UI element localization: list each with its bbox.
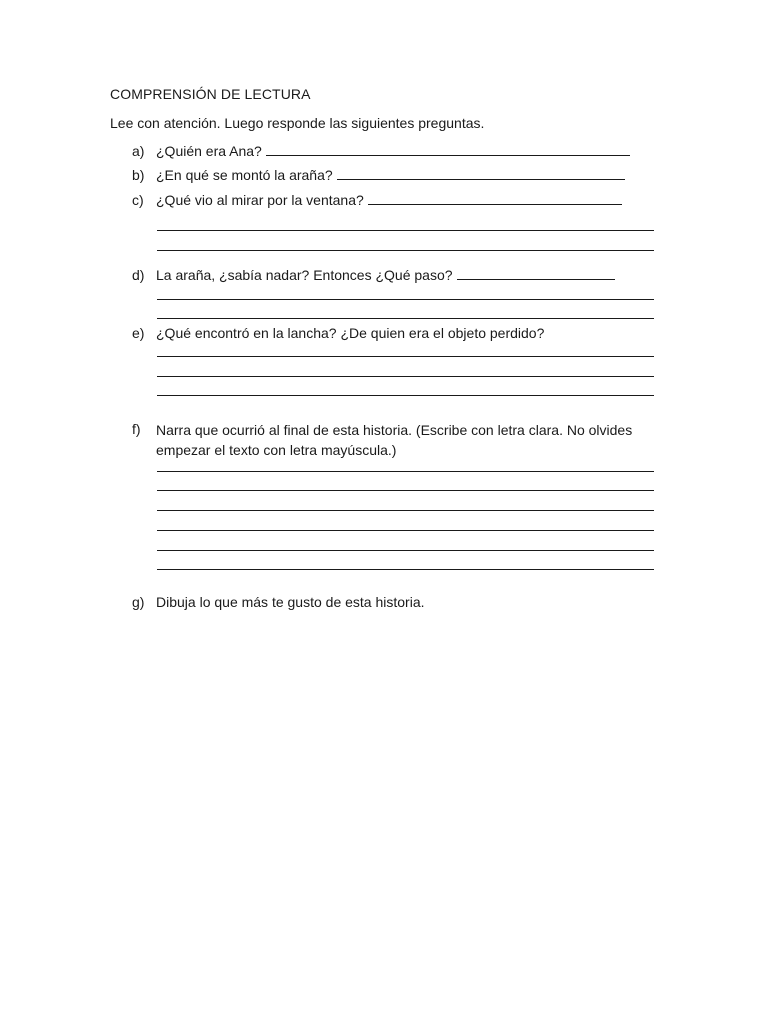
answer-line-f-5[interactable] (157, 550, 654, 551)
answer-line-f-4[interactable] (157, 530, 654, 531)
answer-line-e-3[interactable] (157, 395, 654, 396)
question-d (156, 267, 615, 283)
question-c-text: ¿Qué vio al mirar por la ventana? (156, 192, 364, 208)
question-d-text: La araña, ¿sabía nadar? Entonces ¿Qué paso? (156, 267, 453, 283)
answer-line-b[interactable] (337, 167, 625, 180)
question-a-text: ¿Quién era Ana? (156, 143, 262, 159)
answer-line-d-2[interactable] (157, 299, 654, 300)
worksheet-title: COMPRENSIÓN DE LECTURA (110, 86, 311, 102)
question-e-letter: e) (132, 325, 145, 341)
answer-line-d-3[interactable] (157, 318, 654, 319)
answer-line-f-3[interactable] (157, 510, 654, 511)
question-g-letter: g) (132, 594, 145, 610)
answer-line-c[interactable] (368, 192, 622, 205)
question-c (156, 192, 622, 208)
question-a-letter: a) (132, 143, 145, 159)
answer-line-c-3[interactable] (157, 250, 654, 251)
answer-line-f-2[interactable] (157, 490, 654, 491)
question-b (156, 167, 625, 183)
question-f-text: Narra que ocurrió al final de esta historia. (Escribe con letra clara. No olvides empezar el texto con letra mayúscula.) (156, 422, 633, 458)
question-e-text: ¿Qué encontró en la lancha? ¿De quien era el objeto perdido? (156, 325, 545, 341)
answer-line-c-2[interactable] (157, 230, 654, 231)
question-f-letter: f) (132, 421, 141, 437)
question-b-text: ¿En qué se montó la araña? (156, 167, 333, 183)
question-g-text: Dibuja lo que más te gusto de esta historia. (156, 594, 425, 610)
answer-line-e-2[interactable] (157, 376, 654, 377)
worksheet-instructions: Lee con atención. Luego responde las siguientes preguntas. (110, 115, 485, 131)
answer-line-a[interactable] (266, 143, 630, 156)
answer-line-d[interactable] (457, 267, 615, 280)
question-c-letter: c) (132, 192, 144, 208)
answer-line-f-1[interactable] (157, 471, 654, 472)
question-b-letter: b) (132, 167, 145, 183)
question-d-letter: d) (132, 267, 145, 283)
answer-line-e-1[interactable] (157, 356, 654, 357)
question-a (156, 143, 630, 159)
answer-line-f-6[interactable] (157, 569, 654, 570)
